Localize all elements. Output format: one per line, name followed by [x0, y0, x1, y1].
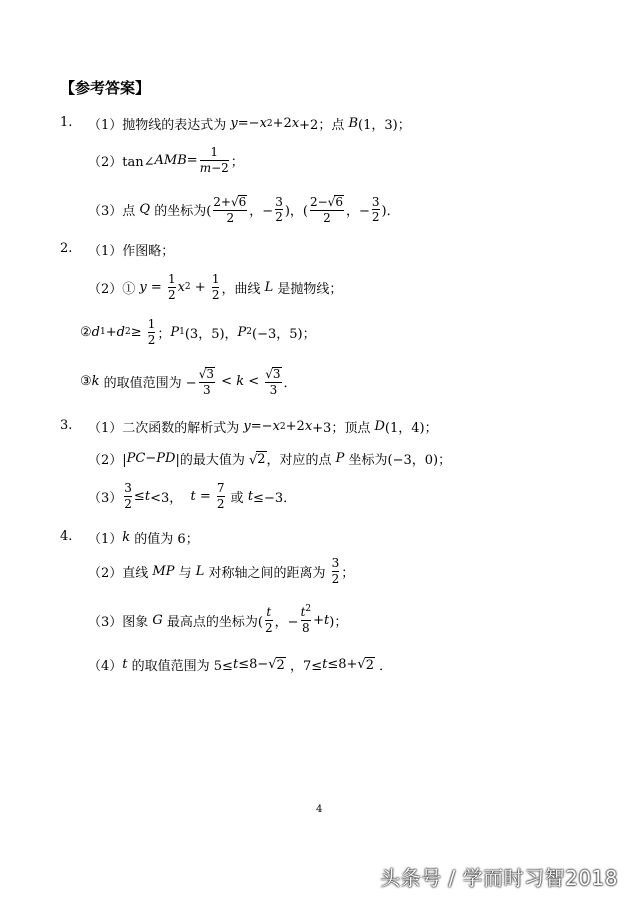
- question-number-1: 1.: [60, 115, 73, 130]
- q1-part2: （2）tan∠ AMB = 1 m−2 ；: [88, 145, 244, 175]
- q3-part1: （1）二次函数的解析式为 y =− x 2 +2 x +3；顶点 D (1，4)；: [88, 419, 438, 436]
- answers-title: 【参考答案】: [60, 79, 151, 97]
- question-number-3: 3.: [60, 418, 73, 433]
- watermark: 头条号 / 学而时习智2018: [380, 866, 618, 890]
- q1-part1: （1）抛物线的表达式为 y =− x 2 +2 x +2；点 B (1，3)；: [88, 116, 411, 133]
- q2-part2: （2）① y = 1 2 x 2 + 1 2 ，曲线 L 是抛物线；: [88, 272, 343, 302]
- page-number: 4: [316, 804, 323, 815]
- q4-part2: （2）直线 MP 与 L 对称轴之间的距离为 3 2 ；: [88, 556, 355, 586]
- q3-part3: （3） 3 2 ≤ t <3， t = 7 2 或 t ≤−3．: [88, 481, 297, 511]
- q1-part3: （3）点 Q 的坐标为( 2+√6 2 ，− 3 2 )，( 2−√6 2 ，− 3 2 )．: [88, 194, 400, 225]
- q2-part3: ② d 1 + d 2 ≥ 1 2 ； P 1 (3，5)， P 2 (−3，5)；: [80, 317, 316, 347]
- q2-part4: ③ k 的取值范围为 − √3 3 < k < √3 3 ．: [80, 367, 297, 397]
- q3-part2: （2）| PC − PD |的最大值为 √ 2 ，对应的点 P 坐标为(−3，0)；: [88, 451, 452, 468]
- q2-part1: （1）作图略；: [88, 244, 175, 259]
- q4-part1: （1） k 的值为 6；: [88, 530, 199, 547]
- q4-part4: （4） t 的取值范围为 5≤ t ≤8−√ 2 ，7≤ t ≤8+√ 2 ．: [88, 657, 393, 674]
- q4-part3: （3）图象 G 最高点的坐标为( t 2 ，− $t^2$ 8 + t )；: [88, 604, 348, 635]
- question-number-2: 2.: [60, 241, 73, 256]
- question-number-4: 4.: [60, 529, 73, 544]
